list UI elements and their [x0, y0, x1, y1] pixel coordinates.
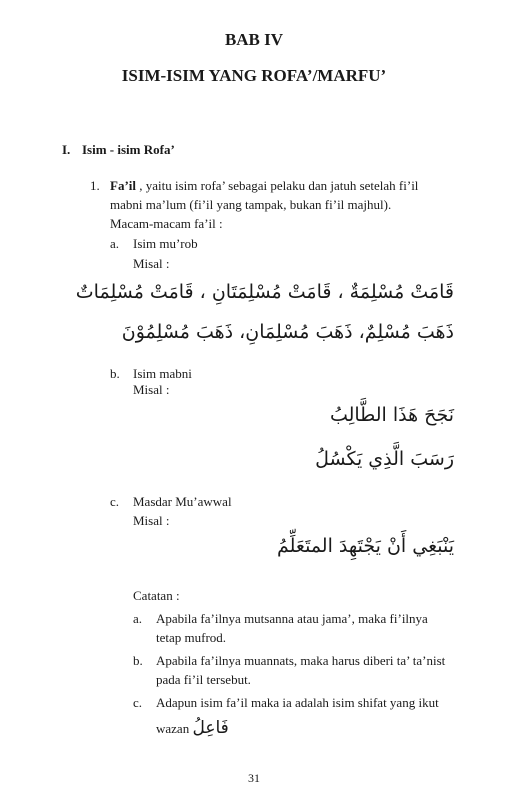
note-line-text: wazan	[156, 721, 190, 736]
types-label: Macam-macam fa’il :	[110, 216, 223, 231]
item-number: 1.	[90, 178, 100, 193]
sub-title: Isim mu’rob	[133, 236, 198, 251]
note-letter: a.	[133, 611, 143, 626]
note-line: pada fi’il tersebut.	[156, 672, 251, 687]
arabic-example: قَامَتْ مُسْلِمَةٌ ، قَامَتْ مُسْلِمَتَانِ ، قَامَتْ مُسْلِمَاتٌ	[75, 281, 454, 303]
item-desc-line1: , yaitu isim rofa’ sebagai pelaku dan jatuh setelah fi’il	[136, 178, 419, 193]
notes-label: Catatan :	[133, 588, 180, 603]
item-desc-line2: mabni ma’lum (fi’il yang tampak, bukan fi’il majhul).	[110, 197, 392, 212]
sub-title: Masdar Mu’awwal	[133, 494, 232, 509]
arabic-example: رَسَبَ الَّذِي يَكْسُلُ	[315, 448, 454, 470]
page-number: 31	[248, 771, 260, 785]
misal-label: Misal :	[133, 382, 170, 397]
note-letter: b.	[133, 653, 143, 668]
misal-label: Misal :	[133, 256, 170, 271]
sub-letter: b.	[110, 366, 120, 381]
section-number: I.	[62, 142, 71, 157]
note-line: Adapun isim fa’il maka ia adalah isim shifat yang ikut	[156, 695, 439, 710]
arabic-example: نَجَحَ هَذَا الطَّالِبُ	[329, 404, 454, 426]
misal-label: Misal :	[133, 513, 170, 528]
item-line	[110, 178, 418, 194]
note-line: Apabila fa’ilnya mutsanna atau jama’, maka fi’ilnya	[156, 611, 428, 626]
section-title: Isim - isim Rofa’	[82, 142, 175, 157]
arabic-wazan: فَاعِلُ	[192, 718, 229, 738]
item-term: Fa’il	[110, 178, 136, 193]
note-line: Apabila fa’ilnya muannats, maka harus diberi ta’ ta’nist	[156, 653, 446, 668]
sub-title: Isim mabni	[133, 366, 192, 381]
note-line: tetap mufrod.	[156, 630, 227, 645]
sub-letter: c.	[110, 494, 120, 509]
chapter-heading: BAB IV	[224, 30, 284, 49]
sub-letter: a.	[110, 236, 120, 251]
note-line	[156, 718, 229, 738]
arabic-example: يَنْبَغِي أَنْ يَجْتَهِدَ المتَعَلِّمُ	[276, 535, 454, 557]
chapter-title: ISIM-ISIM YANG ROFA’/MARFU’	[121, 66, 387, 85]
arabic-example: ذَهَبَ مُسْلِمٌ، ذَهَبَ مُسْلِمَانِ، ذَهَبَ مُسْلِمُوْنَ	[121, 321, 454, 343]
note-letter: c.	[133, 695, 143, 710]
